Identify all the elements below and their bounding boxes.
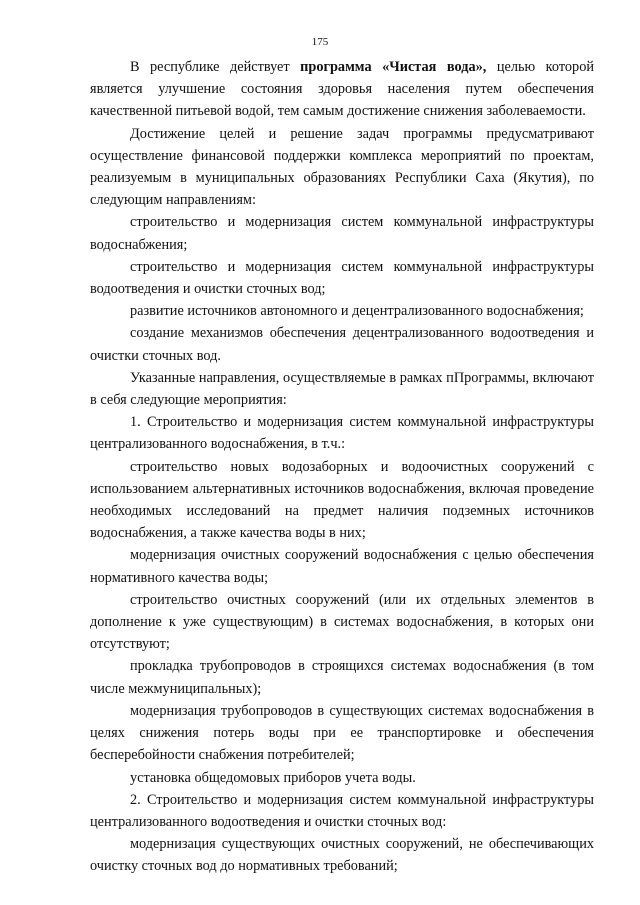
paragraph-modernize-treatment: модернизация очистных сооружений водоснабжения с целью обеспечения нормативного качества воды;: [90, 547, 594, 586]
paragraph-meters: установка общедомовых приборов учета воды.: [130, 769, 416, 786]
paragraph-new-facilities: строительство новых водозаборных и водоочистных сооружений с использованием альтернативных источников водоснабжения, включая проведение необходимых исследований на предмет наличия подземных источников водоснабжения, а также качества воды в них;: [90, 458, 594, 542]
paragraph-direction-autonomous: развитие источников автономного и децентрализованного водоснабжения;: [130, 303, 584, 320]
paragraph-text: В республике действует: [130, 59, 301, 75]
paragraph-measure-1: 1. Строительство и модернизация систем коммунальной инфраструктуры централизованного водоснабжения, в т.ч.:: [90, 414, 594, 453]
paragraph-clean-water-program: [90, 56, 594, 123]
paragraph-text: целью которой является улучшение состояния здоровья населения путем обеспечения качественной питьевой водой, тем самым достижение снижения заболеваемости.: [90, 59, 594, 120]
paragraph-direction-wastewater: строительство и модернизация систем коммунальной инфраструктуры водоотведения и очистки сточных вод;: [90, 258, 594, 298]
paragraph-direction-water-supply: строительство и модернизация систем коммунальной инфраструктуры водоснабжения;: [90, 214, 594, 253]
page-number: 175: [311, 36, 329, 48]
paragraph-pipelines: прокладка трубопроводов в строящихся системах водоснабжения (в том числе межмуниципальных);: [90, 658, 594, 697]
paragraph-modernize-pipelines: модернизация трубопроводов в существующих системах водоснабжения в целях снижения потерь воды при ее транспортировке и обеспечения бесперебойности снабжения потребителей;: [90, 702, 594, 764]
paragraph-goals: Достижение целей и решение задач программы предусматривают осуществление финансовой поддержки комплекса мероприятий по проектам, реализуемым в муниципальных образованиях Республики Саха (Якутия), по следующим направлениям:: [90, 125, 594, 209]
program-name-bold: программа «Чистая вода»,: [300, 59, 487, 75]
paragraph-measures-intro: Указанные направления, осуществляемые в рамках пПрограммы, включают в себя следующие мероприятия:: [90, 369, 594, 409]
paragraph-modernize-wastewater: модернизация существующих очистных сооружений, не обеспечивающих очистку сточных вод до нормативных требований;: [90, 836, 594, 875]
paragraph-build-treatment: строительство очистных сооружений (или их отдельных элементов в дополнение к уже существующим) в системах водоснабжения, в которых они отсутствуют;: [90, 591, 594, 653]
paragraph-measure-2: 2. Строительство и модернизация систем коммунальной инфраструктуры централизованного водоотведения и очистки сточных вод:: [90, 791, 594, 830]
paragraph-direction-decentralized: создание механизмов обеспечения децентрализованного водоотведения и очистки сточных вод.: [90, 325, 594, 364]
document-body: [90, 56, 594, 878]
